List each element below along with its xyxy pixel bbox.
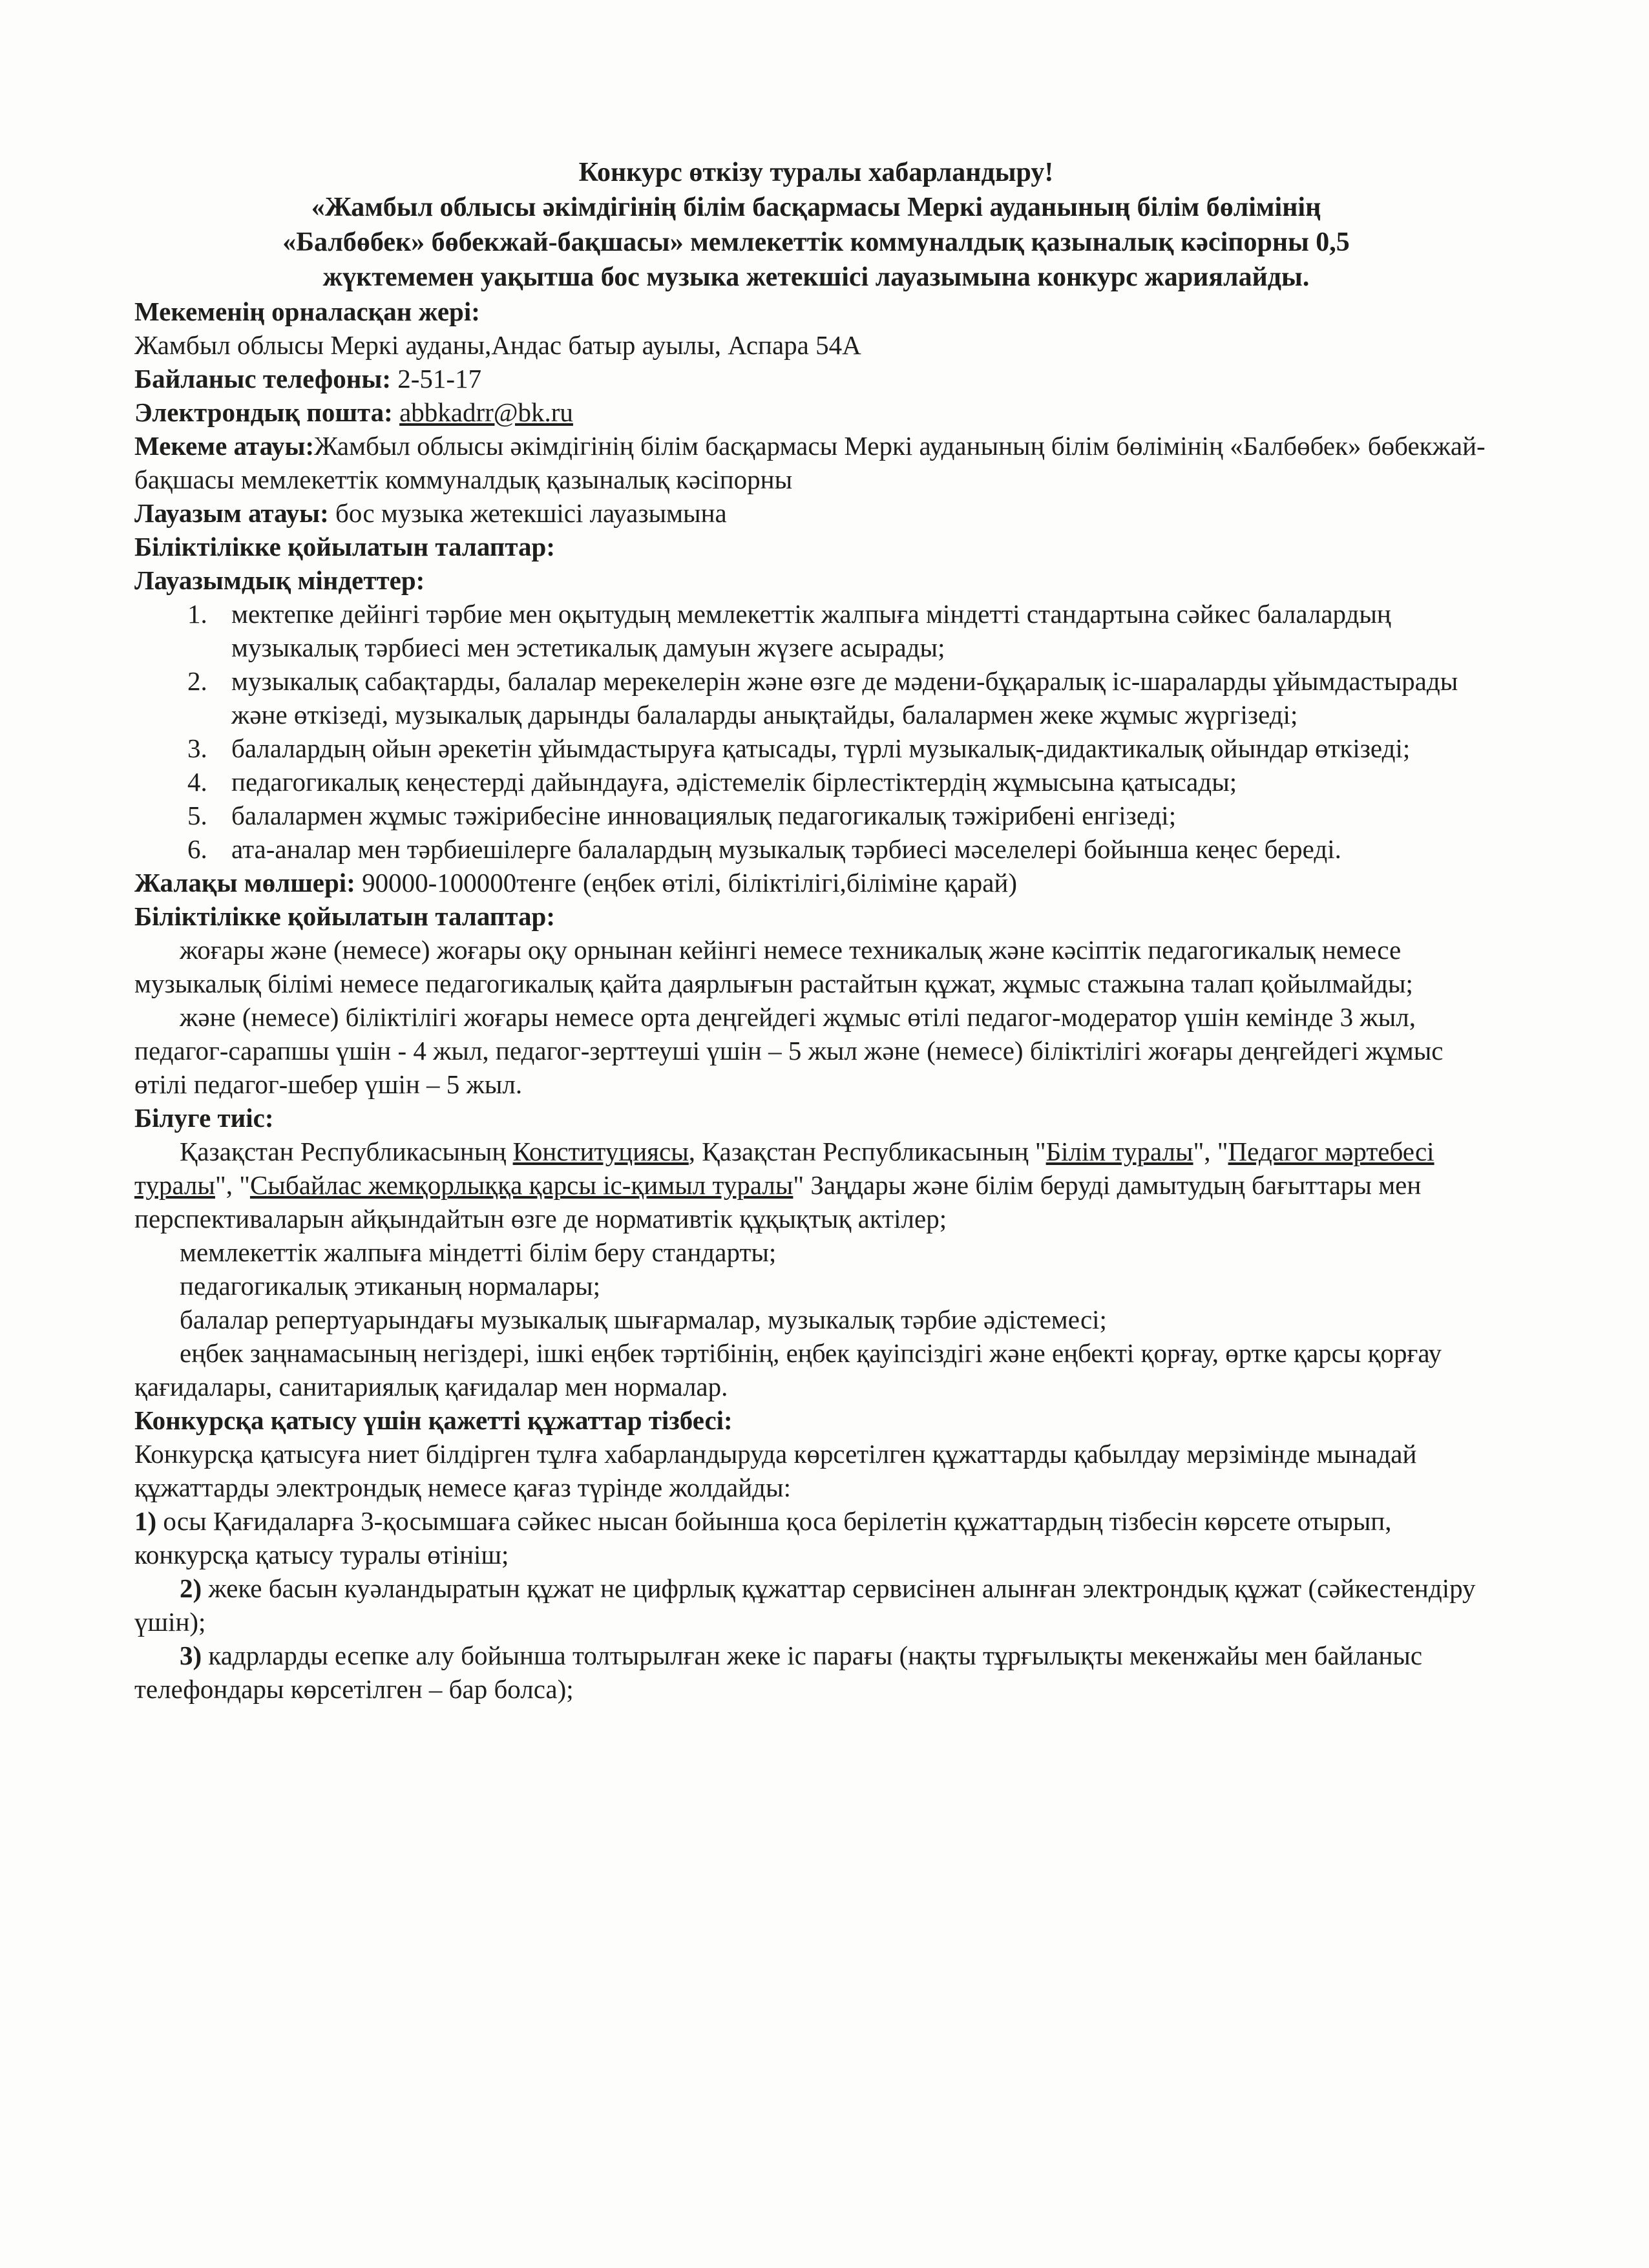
position-label: Лауазым атауы:: [134, 498, 329, 528]
documents-heading: Конкурсқа қатысу үшін қажетті құжаттар тізбесі:: [134, 1405, 733, 1435]
location-heading: [134, 295, 1498, 328]
duties-list: [134, 597, 1498, 866]
text-run: ", ": [1193, 1137, 1228, 1166]
location-value: Жамбыл облысы Меркі ауданы,Андас батыр ауылы, Аспара 54А: [134, 330, 861, 360]
title-line: «Балбөбек» бөбекжай-бақшасы» мемлекеттік коммуналдық қазыналық кәсіпорны 0,5: [282, 227, 1350, 257]
position-row: [134, 496, 1498, 530]
documents-intro: Конкурсқа қатысуға ниет білдірген тұлға хабарландыруда көрсетілген құжаттарды қабылдау мерзімінде мынадай құжаттарды электрондық немесе қағаз түрінде жолдайды:: [134, 1439, 1417, 1502]
list-item: [134, 799, 1498, 832]
education-law-link[interactable]: Білім туралы: [1045, 1137, 1193, 1166]
salary-label: Жалақы мөлшері:: [134, 868, 355, 898]
knowledge-line: балалар репертуарындағы музыкалық шығармалар, музыкалық тәрбие әдістемесі;: [180, 1305, 1107, 1334]
announcement-title: [134, 155, 1498, 295]
title-line: жүктемемен уақытша бос музыка жетекшісі лауазымына конкурс жариялайды.: [322, 262, 1310, 292]
knowledge-line: еңбек заңнамасының негіздері, ішкі еңбек тәртібінің, еңбек қауіпсіздігі және еңбекті қорғау, өртке қарсы қорғау қағидалары, санитариялық қағидалар мен нормалар.: [134, 1338, 1442, 1402]
document-item: [134, 1571, 1498, 1639]
constitution-link[interactable]: Конституциясы: [512, 1137, 689, 1166]
list-item-text: музыкалық сабақтарды, балалар мерекелерін және өзге де мәдени-бұқаралық іс-шараларды ұйымдастырады және өткізеді, музыкалық дарынды балаларды анықтайды, балалармен жеке жұмыс жүргізеді;: [231, 666, 1458, 730]
requirements-heading: Біліктілікке қойылатын талаптар:: [134, 532, 556, 562]
list-item-number: 1.: [187, 599, 207, 629]
list-item: [134, 765, 1498, 799]
org-value: Жамбыл облысы әкімдігінің білім басқармасы Меркі ауданының білім бөлімінің «Балбөбек» бөбекжай-бақшасы мемлекеттік коммуналдық қазыналық кәсіпорны: [134, 431, 1486, 494]
location-label: Мекеменің орналасқан жері:: [134, 297, 480, 326]
document-item-text: жеке басын куәландыратын құжат не цифрлық құжаттар сервисінен алынған электрондық құжат (сәйкестендіру үшін);: [134, 1573, 1476, 1637]
list-item-number: 2.: [187, 666, 207, 696]
list-item-number: 3.: [187, 733, 207, 763]
text-run: ", ": [215, 1170, 250, 1200]
position-value: бос музыка жетекшісі лауазымына: [328, 498, 727, 528]
title-line: «Жамбыл облысы әкімдігінің білім басқармасы Меркі ауданының білім бөлімінің: [311, 193, 1321, 222]
salary-value: 90000-100000тенге (еңбек өтілі, біліктілігі,біліміне қарай): [355, 868, 1018, 898]
salary-row: [134, 866, 1498, 899]
qualification-heading: Біліктілікке қойылатын талаптар:: [134, 901, 556, 931]
list-item-number: 6.: [187, 834, 207, 864]
list-item-text: педагогикалық кеңестерді дайындауға, әдістемелік бірлестіктердің жұмысына қатысады;: [231, 767, 1237, 797]
duties-heading: Лауазымдық міндеттер:: [134, 565, 425, 595]
title-line: Конкурс өткізу туралы хабарландыру!: [578, 158, 1054, 187]
org-row: [134, 429, 1498, 496]
teacher-status-law-link[interactable]: Педагог мәртебесі туралы: [134, 1137, 1434, 1200]
list-item: [134, 664, 1498, 731]
list-item-text: мектепке дейінгі тәрбие мен оқытудың мемлекеттік жалпыға міндетті стандартына сәйкес балалардың музыкалық тәрбиесі мен эстетикалық дамуын жүзеге асырады;: [231, 599, 1391, 662]
list-item-number: 4.: [187, 767, 207, 797]
knowledge-paragraph: [134, 1135, 1498, 1235]
email-label: Электрондық пошта:: [134, 397, 393, 427]
text-run: Қазақстан Республикасының: [180, 1137, 513, 1166]
email-link[interactable]: abbkadrr@bk.ru: [399, 397, 573, 427]
list-item-text: балалардың ойын әрекетін ұйымдастыруға қатысады, түрлі музыкалық-дидактикалық ойындар өткізеді;: [231, 733, 1411, 763]
knowledge-line: мемлекеттік жалпыға міндетті білім беру стандарты;: [180, 1237, 777, 1267]
text-run: , Қазақстан Республикасының ": [688, 1137, 1046, 1166]
document-item: [134, 1504, 1498, 1571]
document-item-number: 3): [180, 1641, 202, 1670]
phone-value: 2-51-17: [391, 364, 482, 394]
list-item: [134, 731, 1498, 765]
text-run: " Заңдары және білім беруді дамытудың бағыттары мен перспективаларын айқындайтын өзге де нормативтік құқықтық актілер;: [134, 1170, 1422, 1234]
knowledge-line: педагогикалық этиканың нормалары;: [180, 1271, 601, 1301]
document-item-text: кадрларды есепке алу бойынша толтырылған жеке іс парағы (нақты тұрғылықты мекенжайы мен байланыс телефондары көрсетілген – бар болса);: [134, 1641, 1423, 1704]
knowledge-heading: Білуге тиіс:: [134, 1103, 274, 1133]
document-item-number: 2): [180, 1573, 202, 1603]
document-item-number: 1): [134, 1506, 157, 1536]
list-item-text: ата-аналар мен тәрбиешілерге балалардың музыкалық тәрбиесі мәселелері бойынша кеңес береді.: [231, 834, 1341, 864]
email-row: [134, 395, 1498, 429]
qualification-paragraph: жоғары және (немесе) жоғары оқу орнынан кейінгі немесе техникалық және кәсіптік педагогикалық немесе музыкалық білімі немесе педагогикалық қайта даярлығын растайтын құжат, жұмыс стажына талап қойылмайды;: [134, 935, 1413, 998]
org-label: Мекеме атауы:: [134, 431, 315, 461]
phone-row: [134, 362, 1498, 395]
list-item-number: 5.: [187, 801, 207, 830]
qualification-paragraph: және (немесе) біліктілігі жоғары немесе орта деңгейдегі жұмыс өтілі педагог-модератор үшін кемінде 3 жыл, педагог-сарапшы үшін - 4 жыл, педагог-зерттеуші үшін – 5 жыл және (немесе) біліктілігі жоғары деңгейдегі жұмыс өтілі педагог-шебер үшін – 5 жыл.: [134, 1002, 1444, 1099]
document-item: [134, 1639, 1498, 1706]
document-item-text: осы Қағидаларға 3-қосымшаға сәйкес нысан бойынша қоса берілетін құжаттардың тізбесін көрсете отырып, конкурсқа қатысу туралы өтініш;: [134, 1506, 1392, 1570]
list-item-text: балалармен жұмыс тәжірибесіне инновациялық педагогикалық тәжірибені енгізеді;: [231, 801, 1177, 830]
list-item: [134, 832, 1498, 866]
list-item: [134, 597, 1498, 664]
anti-corruption-law-link[interactable]: Сыбайлас жемқорлыққа қарсы іс-қимыл туралы: [249, 1170, 793, 1200]
document-page: [134, 155, 1498, 1706]
phone-label: Байланыс телефоны:: [134, 364, 392, 394]
